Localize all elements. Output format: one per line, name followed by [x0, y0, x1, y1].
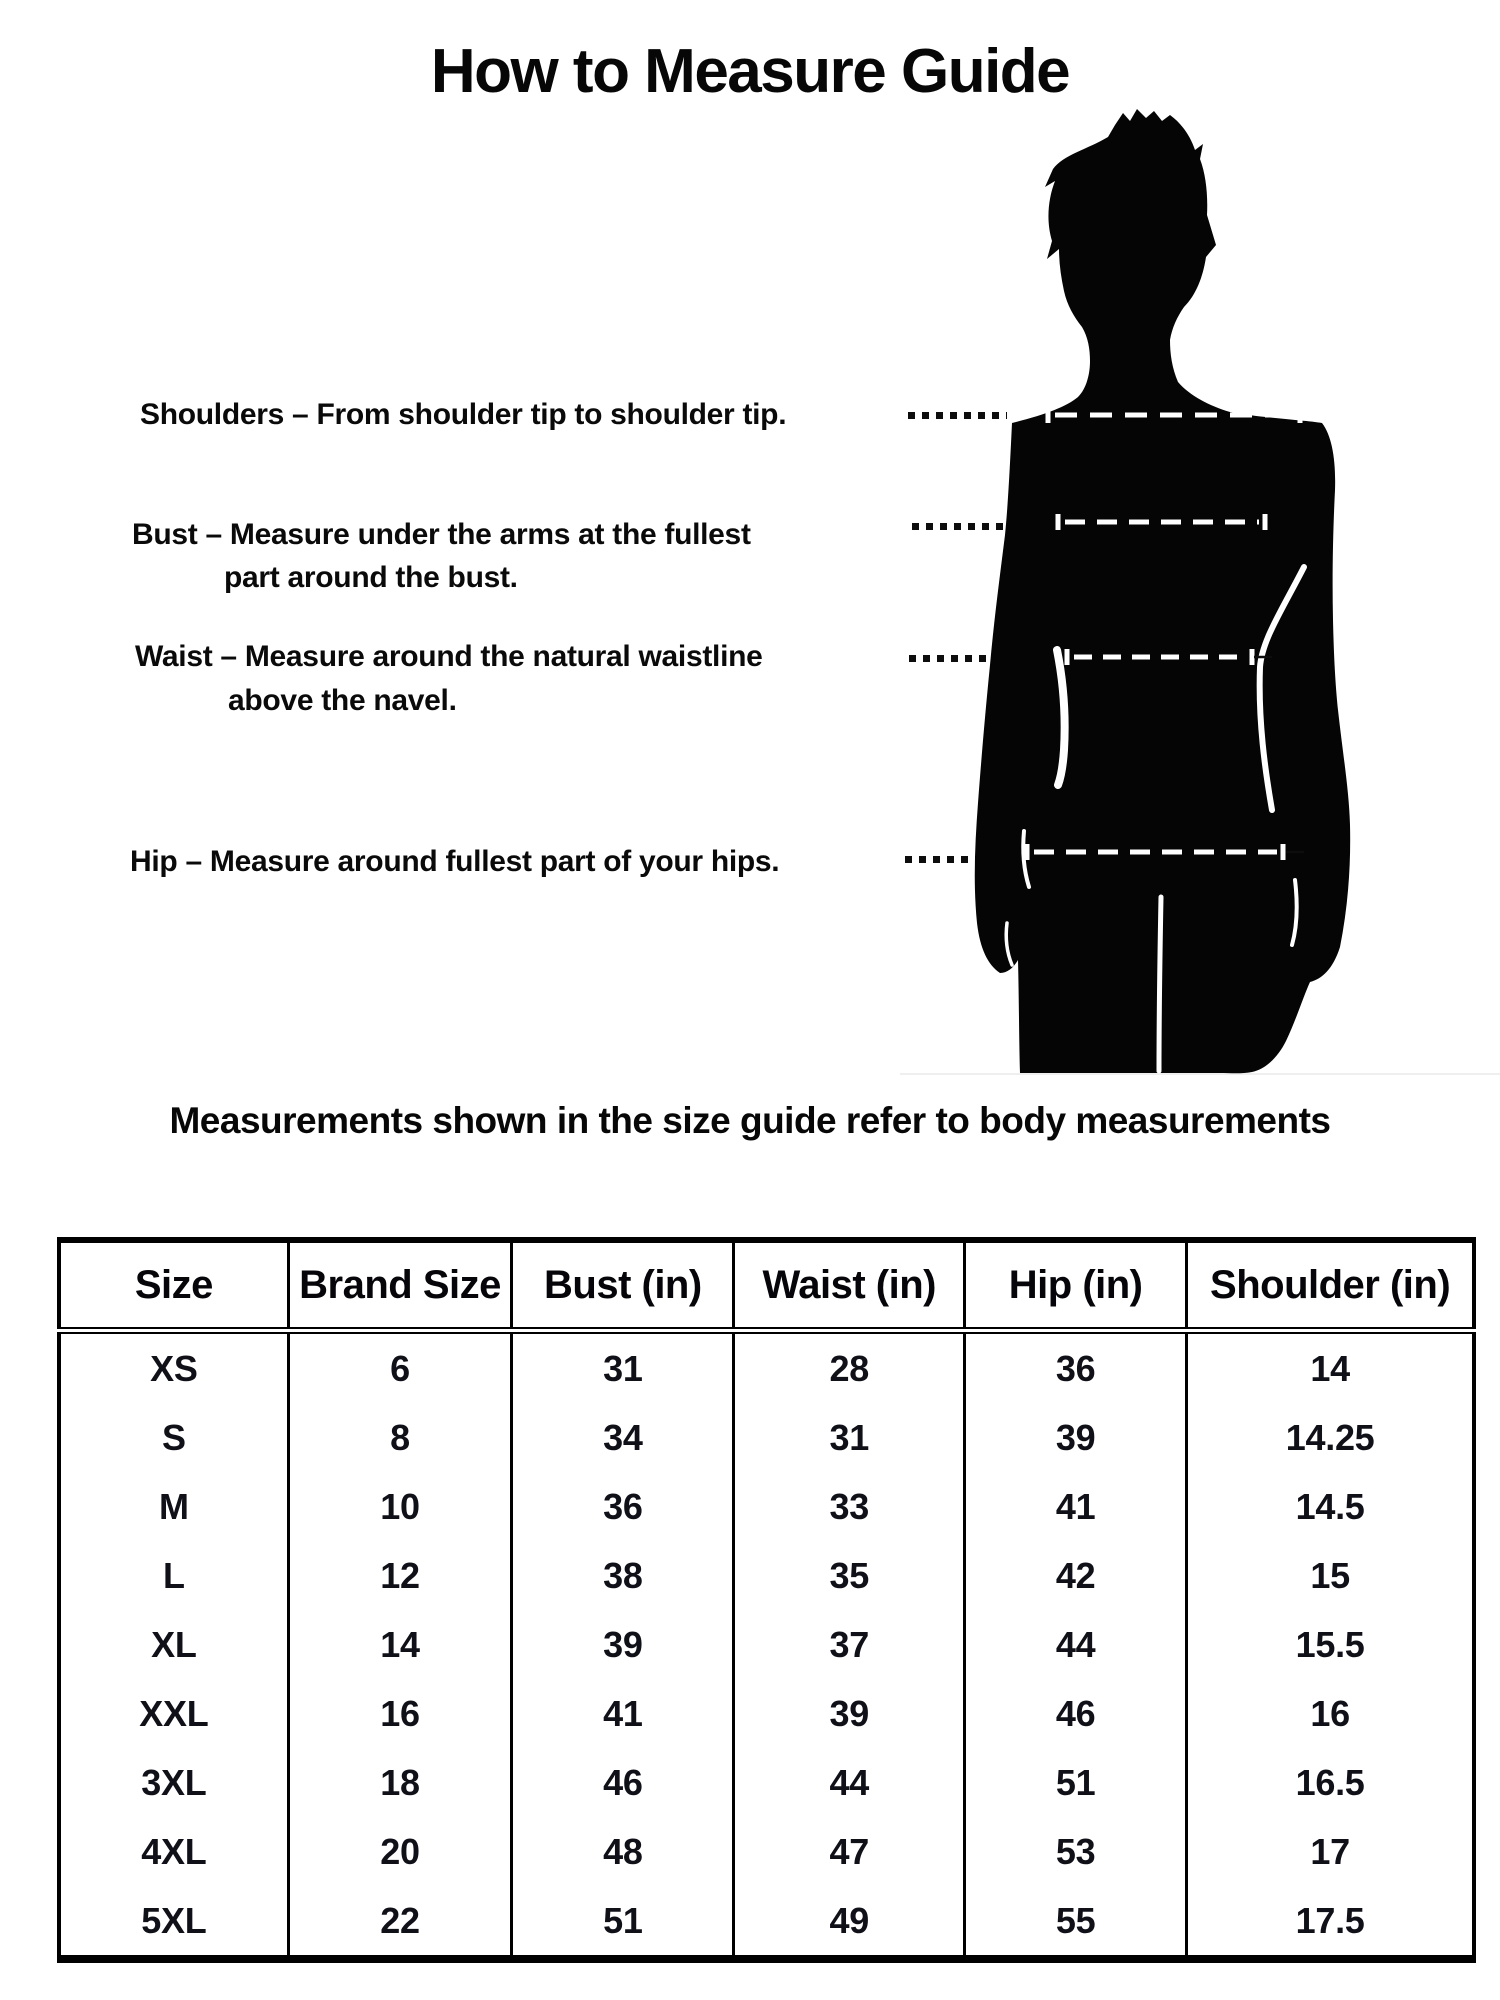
table-cell: 22 [288, 1886, 512, 1959]
bust-instruction-line2: part around the bust. [224, 561, 518, 594]
table-cell: 47 [734, 1817, 965, 1886]
table-cell: 48 [512, 1817, 734, 1886]
table-cell: L [59, 1541, 288, 1610]
table-cell: M [59, 1472, 288, 1541]
shoulders-instruction: Shoulders – From shoulder tip to shoulder tip. [140, 398, 787, 431]
table-cell: 51 [965, 1748, 1187, 1817]
table-cell: 18 [288, 1748, 512, 1817]
table-cell: 37 [734, 1610, 965, 1679]
table-cell: 41 [512, 1679, 734, 1748]
table-row [59, 1472, 1474, 1541]
table-cell: 51 [512, 1886, 734, 1959]
table-cell: 20 [288, 1817, 512, 1886]
table-row [59, 1331, 1474, 1404]
table-row [59, 1886, 1474, 1959]
table-row [59, 1610, 1474, 1679]
table-cell: 15 [1187, 1541, 1474, 1610]
page-title: How to Measure Guide [430, 37, 1070, 106]
table-cell: 46 [965, 1679, 1187, 1748]
column-header-bust: Bust (in) [512, 1240, 734, 1331]
table-cell: 39 [965, 1403, 1187, 1472]
table-row [59, 1748, 1474, 1817]
table-cell: 49 [734, 1886, 965, 1959]
silhouette-svg [960, 105, 1360, 1075]
column-header-brand-size: Brand Size [288, 1240, 512, 1331]
table-cell: 4XL [59, 1817, 288, 1886]
table-row [59, 1679, 1474, 1748]
table-cell: 3XL [59, 1748, 288, 1817]
table-cell: 10 [288, 1472, 512, 1541]
table-cell: 17.5 [1187, 1886, 1474, 1959]
table-cell: XXL [59, 1679, 288, 1748]
size-guide-table-container [57, 1237, 1476, 1963]
table-cell: 53 [965, 1817, 1187, 1886]
table-cell: 16 [288, 1679, 512, 1748]
bust-instruction-line1: Bust – Measure under the arms at the fullest [132, 518, 751, 551]
table-cell: 12 [288, 1541, 512, 1610]
table-cell: 42 [965, 1541, 1187, 1610]
table-row [59, 1817, 1474, 1886]
column-header-waist: Waist (in) [734, 1240, 965, 1331]
body-measurements-note: Measurements shown in the size guide refer to body measurements [169, 1100, 1331, 1141]
table-header-row [59, 1240, 1474, 1331]
table-cell: 14 [1187, 1331, 1474, 1404]
table-cell: 31 [512, 1331, 734, 1404]
table-row [59, 1541, 1474, 1610]
table-cell: XS [59, 1331, 288, 1404]
table-cell: 17 [1187, 1817, 1474, 1886]
table-cell: 8 [288, 1403, 512, 1472]
table-cell: 44 [734, 1748, 965, 1817]
table-cell: 15.5 [1187, 1610, 1474, 1679]
table-cell: 34 [512, 1403, 734, 1472]
table-cell: 46 [512, 1748, 734, 1817]
table-cell: 36 [965, 1331, 1187, 1404]
table-cell: 14 [288, 1610, 512, 1679]
column-header-size: Size [59, 1240, 288, 1331]
table-row [59, 1403, 1474, 1472]
size-guide-table [57, 1237, 1476, 1963]
table-cell: 33 [734, 1472, 965, 1541]
table-cell: 5XL [59, 1886, 288, 1959]
table-cell: 36 [512, 1472, 734, 1541]
column-header-hip: Hip (in) [965, 1240, 1187, 1331]
table-cell: 14.5 [1187, 1472, 1474, 1541]
table-cell: 39 [734, 1679, 965, 1748]
table-cell: 14.25 [1187, 1403, 1474, 1472]
table-cell: 28 [734, 1331, 965, 1404]
table-cell: 6 [288, 1331, 512, 1404]
table-cell: 44 [965, 1610, 1187, 1679]
table-cell: 39 [512, 1610, 734, 1679]
table-cell: S [59, 1403, 288, 1472]
table-cell: XL [59, 1610, 288, 1679]
table-cell: 35 [734, 1541, 965, 1610]
table-cell: 55 [965, 1886, 1187, 1959]
table-cell: 38 [512, 1541, 734, 1610]
waist-instruction-line1: Waist – Measure around the natural waistline [135, 640, 763, 673]
table-cell: 41 [965, 1472, 1187, 1541]
female-body-silhouette [960, 105, 1360, 1075]
table-cell: 16.5 [1187, 1748, 1474, 1817]
hip-instruction: Hip – Measure around fullest part of your hips. [130, 845, 780, 878]
column-header-shoulder: Shoulder (in) [1187, 1240, 1474, 1331]
table-cell: 31 [734, 1403, 965, 1472]
waist-instruction-line2: above the navel. [228, 684, 457, 717]
table-cell: 16 [1187, 1679, 1474, 1748]
